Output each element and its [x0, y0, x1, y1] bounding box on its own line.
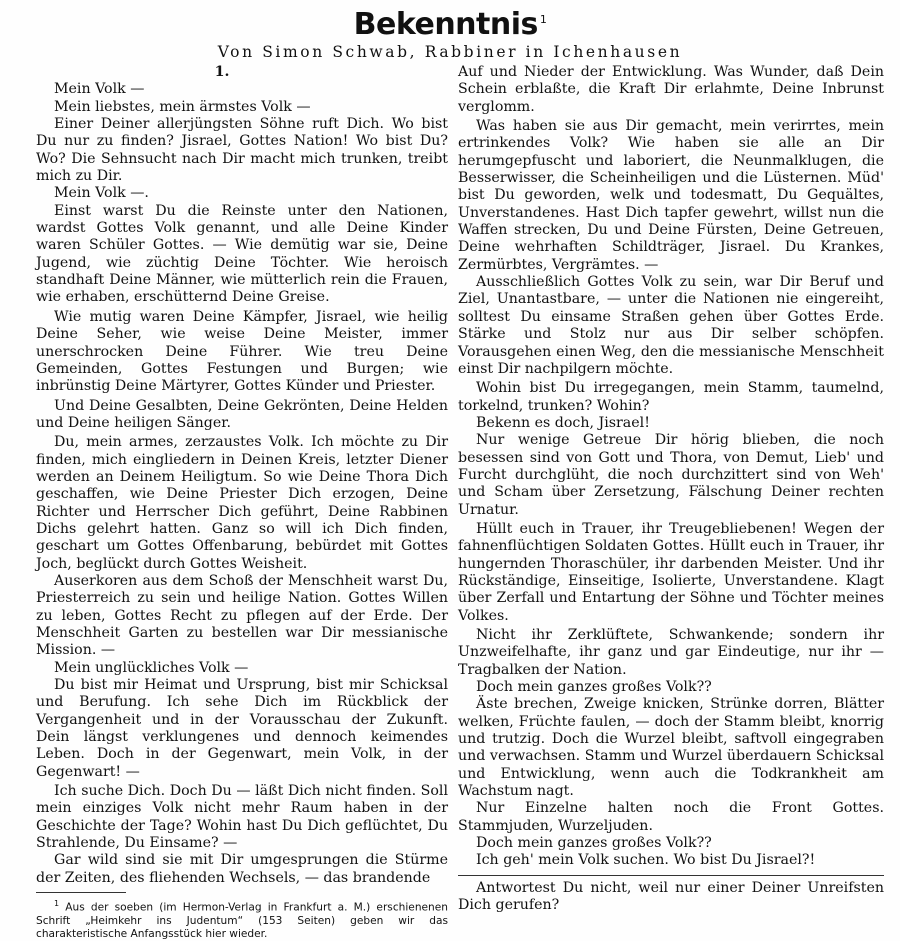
- paragraph: Mein Volk —: [54, 81, 145, 98]
- paragraph: Auserkoren aus dem Schoß der Menschheit warst Du, Priesterreich zu sein und heilige Nation. Gottes Willen zu leben, Gottes Recht zu pflegen auf der Erde. Der Menschheit Garten zu bestellen war Dir messianische Mission. —: [36, 572, 448, 659]
- paragraph: Einer Deiner allerjüngsten Söhne ruft Dich. Wo bist Du nur zu finden? Jisrael, Gottes Nation! Wo bist Du? Wo? Die Sehnsucht nach Dir macht mich trunken, treibt mich zu Dir.: [36, 116, 448, 185]
- left-column: [36, 64, 448, 941]
- paragraph: Mein liebstes, mein ärmstes Volk —: [54, 98, 311, 115]
- footnote-text: Aus der soeben (im Hermon-Verlag in Frankfurt a. M.) erschienenen Schrift „Heimkehr ins Judentum“ (153 Seiten) geben wir das charakteristische Anfangsstück hier wieder.: [36, 901, 449, 940]
- paragraph: Nur Einzelne halten noch die Front Gottes. Stammjuden, Wurzeljuden.: [458, 800, 884, 834]
- footnote: [36, 897, 448, 941]
- paragraph: Bekenn es doch, Jisrael!: [476, 414, 650, 431]
- paragraph: Mein Volk —.: [54, 185, 149, 202]
- paragraph: Nicht ihr Zerklüftete, Schwankende; sondern ihr Unzweifelhafte, ihr ganz und gar Eindeutige, nur ihr — Tragbalken der Nation.: [458, 627, 884, 678]
- page-title: [0, 4, 900, 41]
- paragraph: Nur wenige Getreue Dir hörig blieben, die noch besessen sind von Gott und Thora, von Demut, Lieb' und Furcht durchglüht, die noch durchzittert sind von Weh' und Scham über Zersetzung, Fälschung Deiner rechten Urnatur.: [458, 432, 884, 518]
- title-text: Bekenntnis: [353, 7, 538, 42]
- paragraph: Antwortest Du nicht, weil nur einer Deiner Unreifsten Dich gerufen?: [458, 879, 884, 914]
- footnote-mark: 1: [54, 899, 60, 909]
- section-divider: [458, 875, 884, 876]
- paragraph: Ich geh' mein Volk suchen. Wo bist Du Jisrael?!: [476, 852, 816, 869]
- paragraph: Mein unglückliches Volk —: [54, 659, 249, 676]
- paragraph: Doch mein ganzes großes Volk??: [476, 835, 712, 852]
- paragraph: Du, mein armes, zerzaustes Volk. Ich möchte zu Dir finden, mich eingliedern in Deinen Kreis, letzter Diener werden an Deinem Heiligtum. So wie Deine Thora Dich geschaffen, wie Deine Priester Dich erzogen, Deine Richter und Herrscher Dich geführt, Deine Rabbinen Dichs gelehrt hatten. Ganz so will ich Dich finden, geschart um Gottes Offenbarung, bebürdet mit Gottes Joch, beglückt durch Gottes Weisheit.: [36, 434, 448, 572]
- paragraph: Gar wild sind sie mit Dir umgesprungen die Stürme der Zeiten, des fliehenden Wechsels, — das brandende: [36, 852, 448, 886]
- paragraph: Ausschließlich Gottes Volk zu sein, war Dir Beruf und Ziel, Unantastbare, — unter die Nationen nie eingereiht, solltest Du einsame Straßen gehen über Gottes Erde. Stärke und Stolz nur aus Dir selber schöpfen. Vorausgehen einen Weg, den die messianische Menschheit einst Dir nachpilgern möchte.: [458, 274, 884, 377]
- footnote-divider: [36, 892, 126, 893]
- paragraph: Ich suche Dich. Doch Du — läßt Dich nicht finden. Soll mein einziges Volk nicht mehr Raum haben in der Geschichte der Tage? Wohin hast Du Dich geflüchtet, Du Strahlende, Du Einsame? —: [36, 783, 448, 852]
- byline: Von Simon Schwab, Rabbiner in Ichenhausen: [217, 43, 683, 61]
- paragraph: Doch mein ganzes großes Volk??: [476, 679, 712, 696]
- paragraph: Einst warst Du die Reinste unter den Nationen, wardst Gottes Volk genannt, und alle Deine Kinder waren Schüler Gottes. — Wie demütig war sie, Deine Jugend, wie züchtig Deine Töchter. Wie heroisch standhaft Deine Männer, wie mütterlich rein die Frauen, wie erhaben, erschütternd Deine Greise.: [36, 202, 448, 306]
- right-column: [458, 64, 884, 915]
- section-number: 1.: [214, 64, 230, 80]
- title-footnote-mark: 1: [539, 13, 547, 26]
- paragraph: Äste brechen, Zweige knicken, Strünke dorren, Blätter welken, Früchte faulen, — doch der Stamm bleibt, knorrig und trutzig. Doch die Wurzel bleibt, saftvoll eingegraben und verwachsen. Stamm und Wurzel überdauern Schicksal und Entwicklung, wenn auch die Todkrankheit am Wachstum nagt.: [458, 696, 884, 800]
- paragraph: Du bist mir Heimat und Ursprung, bist mir Schicksal und Berufung. Ich sehe Dich im Rückblick der Vergangenheit und in der Vorausschau der Zukunft. Dein längst verklungenes und dennoch keimendes Leben. Doch in der Gegenwart, mein Volk, in der Gegenwart! —: [36, 677, 448, 780]
- paragraph: Wohin bist Du irregegangen, mein Stamm, taumelnd, torkelnd, trunken? Wohin?: [458, 380, 884, 414]
- paragraph: Und Deine Gesalbten, Deine Gekrönten, Deine Helden und Deine heiligen Sänger.: [36, 397, 448, 431]
- paragraph: Was haben sie aus Dir gemacht, mein verirrtes, mein ertrinkendes Volk? Wie haben sie alle an Dir herumgepfuscht und laboriert, die Neunmalklugen, die Besserwisser, die Scheinheiligen und die Lüsternen. Müd' bist Du geworden, welk und todesmatt, Du Gequältes, Unverstandenes. Hast Dich tapfer gewehrt, willst nun die Waffen strecken, Du und Deine Fürsten, Deine Getreuen, Deine wehrhaften Schildträger, Jisrael. Du Krankes, Zermürbtes, Vergrämtes. —: [458, 118, 884, 273]
- paragraph: Hüllt euch in Trauer, ihr Treugebliebenen! Wegen der fahnenflüchtigen Soldaten Gottes. Hüllt euch in Trauer, ihr hungernden Thoraschüler, ihr darbenden Meister. Und ihr Rückständige, Einseitige, Isolierte, Unverstandene. Klagt über Zerfall und Entartung der Söhne und Töchter meines Volkes.: [458, 520, 884, 624]
- paragraph: Wie mutig waren Deine Kämpfer, Jisrael, wie heilig Deine Seher, wie weise Deine Meister, immer unerschrocken Deine Führer. Wie treu Deine Gemeinden, Gottes Festungen und Burgen; wie inbrünstig Deine Märtyrer, Gottes Künder und Priester.: [36, 308, 448, 395]
- paragraph: Auf und Nieder der Entwicklung. Was Wunder, daß Dein Schein erblaßte, die Kraft Dir erlahmte, Deine Inbrunst verglomm.: [458, 64, 884, 115]
